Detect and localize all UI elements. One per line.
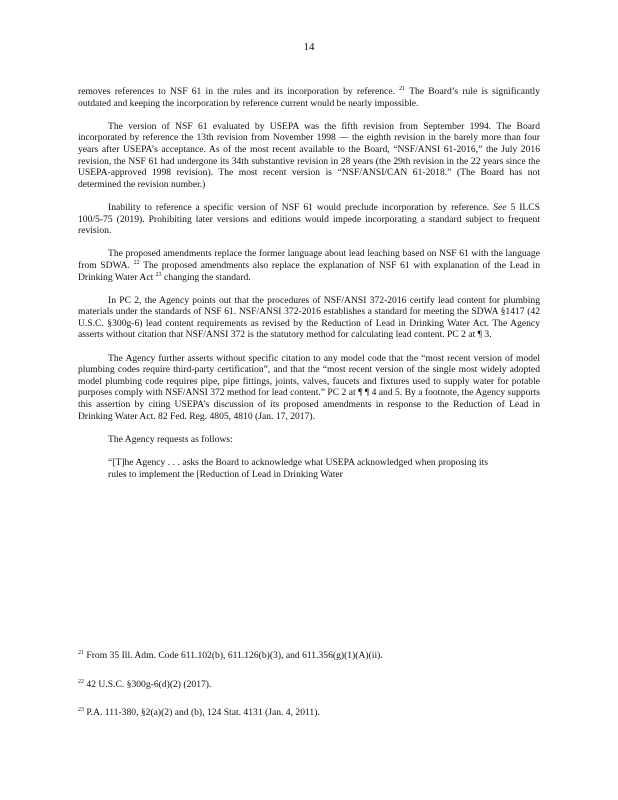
signal-word: See (493, 201, 507, 213)
block-quote: “[T]he Agency . . . asks the Board to acknowledge what USEPA acknowledged when proposing its rules to implement the [Reduction of Lead in Drinking Water (108, 457, 488, 480)
paragraph (78, 248, 540, 283)
footnote-ref: 23 (155, 271, 162, 278)
footnote-text: 42 U.S.C. §300g-6(d)(2) (2017). (86, 678, 212, 690)
footnote-number: 22 (78, 678, 84, 685)
paragraph (78, 353, 540, 423)
text-run: The Agency requests as follows: (108, 433, 233, 445)
text-run: The proposed amendments replace the former language about lead leaching based on NSF 61 with the language from SDWA. (78, 248, 540, 271)
paragraph (78, 121, 540, 191)
text-run: 5 ILCS 100/5-75 (2019). Prohibiting later versions and editions would impede incorporating a standard subject to frequent revision. (78, 201, 541, 237)
footnote-ref: 22 (133, 259, 140, 266)
footnote-number: 23 (78, 707, 84, 714)
footnotes (78, 650, 540, 736)
text-run: removes references to NSF 61 in the rules and its incorporation by reference. (78, 86, 400, 97)
footnote-text: From 35 Ill. Adm. Code 611.102(b), 611.126(b)(3), and 611.356(g)(1)(A)(ii). (86, 650, 383, 661)
text-run: In PC 2, the Agency points out that the procedures of NSF/ANSI 372-2016 certify lead content for plumbing materials under the standards of NSF 61. NSF/ANSI 372-2016 establishes a standard for meeting the SDWA §1417 (42 U.S.C. §300g-6) lead content requirements as revised by the Reduction of Lead in Drinking Water Act. The Agency asserts without citation that NSF/ANSI 372 is the statutory method for calculating lead content. PC 2 at ¶ 3. (78, 294, 540, 341)
text-run: Inability to reference a specific version of NSF 61 would preclude incorporation by reference. (108, 201, 494, 213)
page-number: 14 (303, 41, 315, 53)
footnote (78, 650, 540, 662)
paragraph (78, 434, 540, 446)
text-run: The proposed amendments also replace the explanation of NSF 61 with explanation of the Lead in Drinking Water Act (78, 259, 540, 283)
footnote (78, 679, 540, 691)
footnote (78, 707, 540, 719)
text-run: The Agency further asserts without specific citation to any model code that the “most recent version of model plumbing codes require third-party certification”, and that the “most recent version of the single most widely adopted model plumbing code requires pipe, pipe fittings, joints, valves, faucets and fixtures used to supply water for potable purposes comply with NSF/ANSI 372 method for lead content.” PC 2 at ¶ ¶ 4 and 5. By a footnote, the Agency supports this assertion by citing USEPA’s discussion of its proposed amendments in response to the Reduction of Lead in Drinking Water Act. 82 Fed. Reg. 4805, 4810 (Jan. 17, 2017). (78, 352, 540, 422)
paragraph (78, 86, 540, 109)
text-run: The version of NSF 61 evaluated by USEPA was the fifth revision from September 1994. The Board incorporated by reference the 13th revision from November 1998 — the eighth revision in the barely more than four years after USEPA’s acceptance. As of the most recent available to the Board, “NSF/ANSI 61-2016,” the July 2016 revision, the NSF 61 had undergone its 34th substantive revision in 28 years (the 29th revision in the 22 years since the USEPA-approved 1998 revision). The most recent version is “NSF/ANSI/CAN 61-2018.” (The Board has not determined the revision number.) (78, 120, 540, 190)
footnote-number: 21 (78, 650, 84, 656)
footnote-text: P.A. 111-380, §2(a)(2) and (b), 124 Stat. 4131 (Jan. 4, 2011). (86, 707, 320, 719)
text-run: changing the standard. (161, 271, 251, 283)
body-text (78, 86, 540, 480)
footnote-ref: 21 (399, 86, 406, 92)
text-run: The Board’s rule is significantly outdated and keeping the incorporation by reference current would be nearly impossible. (78, 86, 540, 109)
paragraph (78, 202, 540, 237)
paragraphs (78, 86, 540, 445)
paragraph (78, 295, 540, 341)
